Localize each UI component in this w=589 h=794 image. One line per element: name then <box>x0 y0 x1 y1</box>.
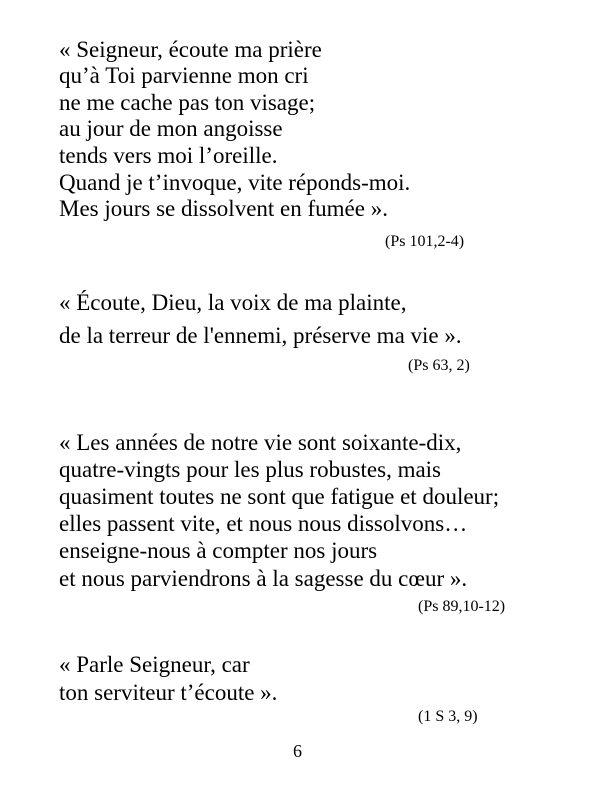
passage-3-line-2: quatre-vingts pour les plus robustes, mais <box>59 457 442 482</box>
passage-2-reference: (Ps 63, 2) <box>408 357 470 374</box>
passage-1-line-2: qu’à Toi parvienne mon cri <box>59 63 309 88</box>
passage-3-line-5: enseigne-nous à compter nos jours <box>59 538 378 563</box>
passage-1-reference: (Ps 101,2-4) <box>385 233 465 250</box>
passage-2-line-2: de la terreur de l'ennemi, préserve ma vie ». <box>59 323 462 348</box>
passage-1-line-6: Quand je t’invoque, vite réponds-moi. <box>59 170 411 195</box>
passage-3-line-1: « Les années de notre vie sont soixante-dix, <box>59 430 462 455</box>
page-number: 6 <box>293 741 302 761</box>
passage-4-line-1: « Parle Seigneur, car <box>59 652 250 677</box>
passage-2-line-1: « Écoute, Dieu, la voix de ma plainte, <box>59 290 407 315</box>
passage-1-line-5: tends vers moi l’oreille. <box>59 143 278 168</box>
passage-4-reference: (1 S 3, 9) <box>418 708 478 725</box>
passage-1-line-1: « Seigneur, écoute ma prière <box>59 37 322 62</box>
passage-1-line-3: ne me cache pas ton visage; <box>59 90 316 115</box>
passage-4-line-2: ton serviteur t’écoute ». <box>59 680 278 705</box>
passage-1-line-7: Mes jours se dissolvent en fumée ». <box>59 196 388 221</box>
passage-3-line-6: et nous parviendrons à la sagesse du cœur ». <box>59 566 468 591</box>
passage-3-line-4: elles passent vite, et nous nous dissolvons… <box>59 511 468 536</box>
passage-1-line-4: au jour de mon angoisse <box>59 116 283 141</box>
passage-3-reference: (Ps 89,10-12) <box>418 598 506 615</box>
passage-3-line-3: quasiment toutes ne sont que fatigue et douleur; <box>59 484 500 509</box>
